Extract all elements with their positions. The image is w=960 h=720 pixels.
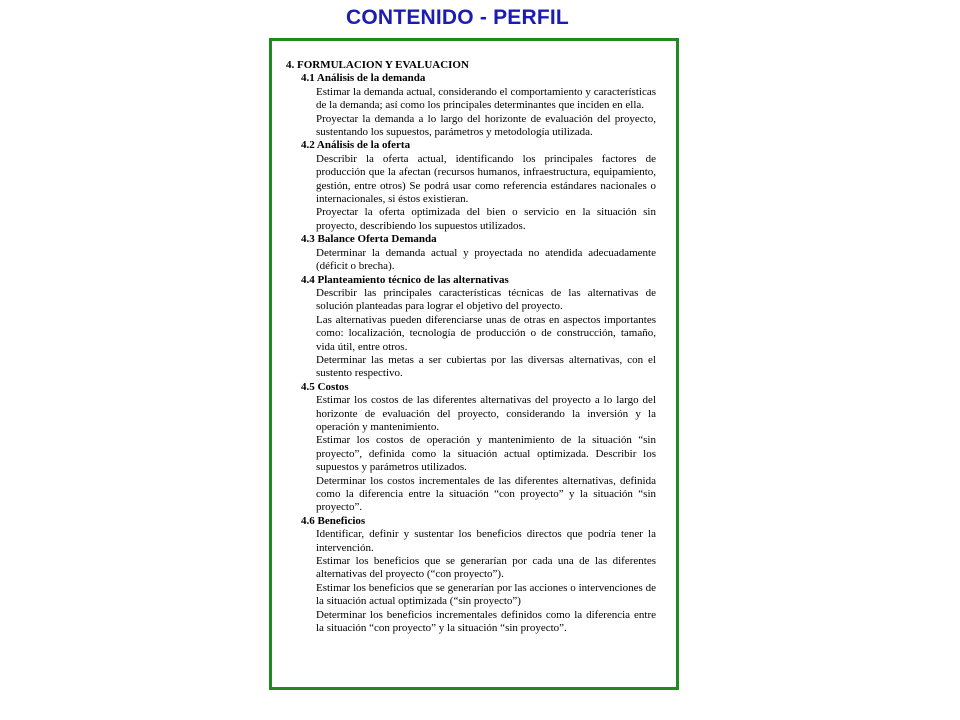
- paragraph: Determinar la demanda actual y proyectada no atendida adecuadamente (déficit o brecha).: [316, 246, 656, 273]
- paragraph: Proyectar la oferta optimizada del bien o servicio en la situación sin proyecto, describiendo los supuestos utilizados.: [316, 206, 656, 232]
- document-frame: [269, 38, 679, 690]
- document-heading: 4. FORMULACION Y EVALUACION: [286, 59, 469, 71]
- section-title: 4.5 Costos: [301, 380, 349, 393]
- paragraph: Identificar, definir y sustentar los beneficios directos que podría tener la intervención.: [316, 528, 656, 554]
- paragraph: Estimar los costos de las diferentes alternativas del proyecto a lo largo del horizonte de evaluación del proyecto, considerando la inversión y la operación y mantenimiento.: [316, 394, 656, 433]
- paragraph: Determinar los beneficios incrementales definidos como la diferencia entre la situación “con proyecto” y la situación “sin proyecto”.: [316, 608, 656, 635]
- slide-title: CONTENIDO - PERFIL: [346, 6, 569, 29]
- section-costs: [286, 381, 656, 515]
- section-title: 4.2 Análisis de la oferta: [301, 139, 411, 152]
- paragraph: Determinar los costos incrementales de las diferentes alternativas, definida como la diferencia entre la situación “con proyecto” y la situación “sin proyecto”.: [316, 474, 656, 514]
- paragraph: Estimar la demanda actual, considerando el comportamiento y características de la demanda; así como los principales determinantes que inciden en ella.: [316, 85, 656, 112]
- paragraph: Determinar las metas a ser cubiertas por las diversas alternativas, con el sustento respectivo.: [316, 353, 656, 380]
- paragraph: Estimar los costos de operación y mantenimiento de la situación “sin proyecto”, definida como la situación actual optimizada. Describir los supuestos y parámetros utilizados.: [316, 434, 656, 474]
- paragraph: Describir las principales características técnicas de las alternativas de solución planteadas para lograr el objetivo del proyecto.: [316, 286, 656, 313]
- paragraph: Describir la oferta actual, identificando los principales factores de producción que la afectan (recursos humanos, infraestructura, equipamiento, gestión, entre otros) Se podrá usar como referencia estándares nacionales o internacionales, si éstos existieran.: [316, 152, 656, 206]
- section-benefits: [286, 515, 656, 636]
- section-supply-demand-balance: [286, 233, 656, 273]
- paragraph: Proyectar la demanda a lo largo del horizonte de evaluación del proyecto, sustentando los supuestos, parámetros y metodología utilizada.: [316, 112, 656, 139]
- paragraph: Estimar los beneficios que se generarían por cada una de las diferentes alternativas del proyecto (“con proyecto”).: [316, 555, 656, 581]
- section-title: 4.3 Balance Oferta Demanda: [301, 233, 437, 246]
- document-body: [286, 59, 656, 635]
- paragraph: Estimar los beneficios que se generarían por las acciones o intervenciones de la situación actual optimizada (“sin proyecto”): [316, 581, 656, 608]
- section-title: 4.4 Planteamiento técnico de las alternativas: [301, 273, 509, 286]
- section-demand-analysis: [286, 72, 656, 139]
- section-supply-analysis: [286, 139, 656, 233]
- section-title: 4.1 Análisis de la demanda: [301, 72, 426, 85]
- section-title: 4.6 Beneficios: [301, 514, 366, 527]
- paragraph: Las alternativas pueden diferenciarse unas de otras en aspectos importantes como: localización, tecnología de producción o de construcción, tamaño, vida útil, entre otros.: [316, 313, 656, 353]
- section-technical-approach: [286, 274, 656, 381]
